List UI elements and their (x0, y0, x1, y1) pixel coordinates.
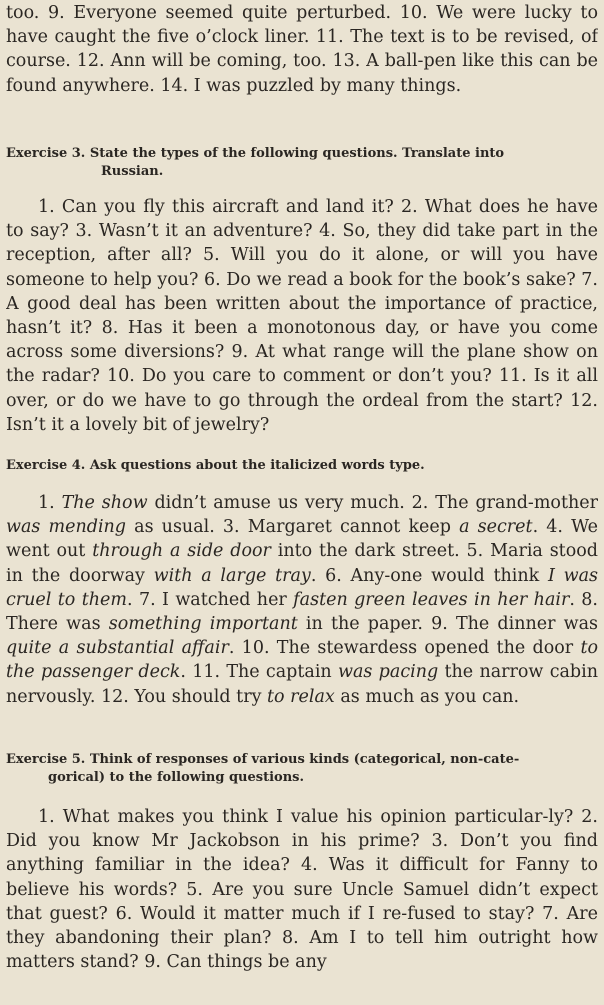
text-run: as much as you can. (334, 686, 520, 707)
text-run: in the paper. 9. The dinner was (297, 614, 598, 635)
text-run: 1. (38, 493, 62, 513)
italicized-phrase: was pacing (338, 662, 439, 683)
italicized-phrase: fasten green leaves in her hair (293, 589, 570, 610)
italicized-phrase: to the passenger deck (6, 638, 598, 683)
text-run: . 7. I watched her (127, 589, 294, 610)
italicized-phrase: through a side door (92, 541, 271, 562)
italicized-phrase: was mending (6, 517, 127, 538)
exercise-4-title: Exercise 4. Ask questions about the italicized words type. (6, 458, 425, 473)
exercise-4-text (6, 491, 598, 733)
exercise-5-title-line-2: gorical) to the following questions. (48, 770, 305, 785)
exercise-5-title-line-1: Exercise 5. Think of responses of various kinds (categorical, non-cate- (6, 752, 520, 767)
italicized-phrase: I was cruel to them (6, 565, 598, 610)
text-run: . 11. The captain (180, 662, 338, 683)
top-paragraph: too. 9. Everyone seemed quite perturbed. 10. We were lucky to have caught the five o’clock liner. 11. The text is to be revised, of course. 12. Ann will be coming, too. 13. A ball-pen like this can be found anywhere. 14. I was puzzled by many things. (6, 3, 598, 96)
italicized-phrase: The show (61, 493, 148, 513)
text-run: into the dark street. 5. Maria stood in the doorway (6, 541, 598, 586)
text-run: as usual. 3. Margaret cannot keep (126, 517, 460, 538)
exercise-3-text: 1. Can you fly this aircraft and land it? 2. What does he have to say? 3. Wasn’t it an adventure? 4. So, they did take part in the reception, after all? 5. Will you do it alone, or will you have someone to help you? 6. Do we read a book for the book’s sake? 7. A good deal has been written about the importance of practice, hasn’t it? 8. Has it been a monotonous day, or have you come across some diversions? 9. At what range will the plane show on the radar? 10. Do you care to comment or don’t you? 11. Is it all over, or do we have to go through the ordeal from the start? 12. Isn’t it a lovely bit of jewelry? (6, 197, 598, 435)
text-run: . 8. There was (6, 589, 598, 635)
text-run: . 10. The stewardess opened the door (228, 638, 581, 659)
exercise-5-title (6, 751, 598, 787)
text-run: . 4. We went out (6, 517, 598, 562)
italicized-phrase: something important (108, 614, 298, 635)
exercise-5-text: 1. What makes you think I value his opinion particular-ly? 2. Did you know Mr Jackobson in his prime? 3. Don’t you find anything familiar in the idea? 4. Was it difficult for Fanny to believe his words? 5. Are you sure Uncle Samuel didn’t expect that guest? 6. Would it matter much if I re-fused to stay? 7. Are they abandoning their plan? 8. Am I to tell him outright how matters stand? 9. Can things be any (6, 807, 598, 973)
exercise-3-title-line-2: Russian. (101, 164, 164, 179)
exercise-3-title-line-1: Exercise 3. State the types of the following questions. Translate into (6, 146, 505, 161)
italicized-phrase: quite a substantial affair (6, 638, 229, 659)
text-run: didn’t amuse us very much. 2. The grand-mother (147, 493, 598, 513)
text-run: the narrow cabin nervously. 12. You should try (6, 662, 598, 707)
italicized-phrase: with a large tray (153, 565, 311, 586)
exercise-3-title (6, 145, 598, 181)
text-run: . 6. Any-one would think (310, 565, 548, 586)
italicized-phrase: a secret (459, 517, 533, 538)
italicized-phrase: to relax (267, 686, 335, 707)
